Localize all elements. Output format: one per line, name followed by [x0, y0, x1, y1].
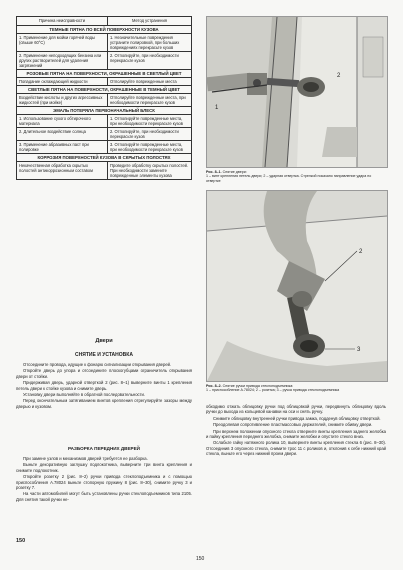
figure-2-photo [206, 190, 388, 382]
paragraph: Отсоедините провода, идущие к фонарю сигнализации открывания дверей. [23, 362, 172, 367]
table-cell-method: 1. Отполируйте поврежденные места, при необходимости перекрасьте кузов [108, 115, 192, 128]
paragraph: Перед окончательным затягиванием винтов крепления отрегулируйте зазоры между дверью и кузовом. [16, 398, 192, 409]
table-section-title: СВЕТЛЫЕ ПЯТНА НА ПОВЕРХНОСТИ, ОКРАШЕННЫЕ В ТЕМНЫЙ ЦВЕТ [17, 86, 192, 94]
paragraph: При замене узлов и механизмов дверей требуется ее разборка. [23, 456, 148, 461]
table-cell-cause: 2. Применение неподходящих бензина или других растворителей для удаления загрязнений [17, 52, 108, 70]
table-section-title: РОЗОВЫЕ ПЯТНА НА ПОВЕРХНОСТИ, ОКРАШЕННЫЕ В СВЕТЛЫЙ ЦВЕТ [17, 70, 192, 78]
table-cell-cause: Воздействие кислоты и других агрессивных жидкостей (при мойке) [17, 94, 108, 107]
paragraph: Преодолевая сопротивление пластмассовых держателей, снимите обивку двери. [213, 422, 373, 428]
table-cell-method: Проведите обработку скрытых полостей. При необходимости замените поврежденные элементы кузова [108, 162, 192, 180]
page-number-bottom: 150 [196, 556, 205, 562]
paragraph: Установку двери выполняйте в обратной последовательности. [23, 392, 146, 398]
right-column-text [206, 404, 386, 458]
figure-1-photo [206, 16, 388, 168]
figure-2-text: 1 – приспособление А.78024; 2 – розетка; 3 – ручка привода стеклоподъемника [206, 388, 340, 393]
svg-text:3: 3 [357, 347, 361, 353]
paragraph: Выньте декоративную заглушку подлокотника, выверните три винта крепления и снимите подлокотник. [16, 462, 192, 473]
paragraph: На части автомобилей могут быть установлены ручки стеклоподъемников типа 2105. Для снятия такой ручки не- [16, 491, 192, 502]
paragraph: Откройте розетку 2 (рис. 8–2) ручки привода стеклоподъемника и с помощью приспособления А.78024 выньте стопорную пружину 8 (рис. 8–30), снимите ручку 3 и розетку 7. [16, 474, 192, 491]
paragraph: При верхнем положении опускного стекла отверните винты крепления заднего желобка и пайку крепления переднего желобка, снимите желобки и опустите стекло вниз. [206, 428, 386, 440]
paragraph: Снимите облицовку внутренней ручки привода замка, подденув облицовку отверткой. [213, 415, 381, 421]
figure-1-title: Снятие двери: [222, 170, 247, 174]
table-cell-method: 1. Незначительные повреждения устраните полировкой, при больших повреждениях перекрасьте кузов [108, 34, 192, 52]
table-cell-cause: 2. Длительное воздействие солнца [17, 128, 108, 141]
table-cell-method: 2. Отполируйте, при необходимости перекрасьте кузов [108, 128, 192, 141]
table-section-title: ТЕМНЫЕ ПЯТНА ПО ВСЕЙ ПОВЕРХНОСТИ КУЗОВА [17, 26, 192, 34]
table-section-title: КОРРОЗИЯ ПОВЕРХНОСТЕЙ КУЗОВА В СКРЫТЫХ ПОЛОСТЯХ [17, 154, 192, 162]
table-cell-cause: 1. Использование сухого обтирочного материала [17, 115, 108, 128]
paragraph: обходимо отжать облицовку ручки под облицовкой ручки, передвинуть облицовку вдоль ручки до выхода из кольцевой канавки на оси и снять ручку. [206, 404, 386, 415]
svg-text:2: 2 [337, 73, 341, 79]
figure-2-title: Снятие ручки привода стеклоподъемника: [222, 384, 294, 388]
figure-2-label: Рис. 8–2. [206, 384, 222, 388]
doors-heading: Двери [95, 338, 113, 344]
figure-1-caption [206, 170, 386, 183]
table-cell-method: 2. Отполируйте, при необходимости перекрасьте кузов [108, 52, 192, 70]
paragraph: Придерживая дверь, ударной отверткой 2 (рис. 8–1) выверните винты 1 крепления петель двери к стойке кузова и снимите дверь. [16, 380, 192, 391]
table-cell-cause: Попадание охлаждающей жидкости [17, 78, 108, 86]
removal-heading: СНЯТИЕ И УСТАНОВКА [75, 352, 133, 358]
paragraph: Ослабьте гайку натяжного ролика 10, выверните винты крепления стекла 6 (рис. 8–30). Отсоединив 3 опускного стекла, снимите трос 11 с роликов и, отклонив к себе нижний край стекла, выньте его через нижний проем двери. [206, 440, 386, 457]
paragraph: Откройте дверь до упора и отсоедините плоскогубцами ограничитель открывания двери от стойки. [16, 368, 192, 379]
window-crank-illustration [207, 191, 387, 381]
table-header-method: Метод устранения [108, 17, 192, 26]
table-cell-method: 3. Отполируйте поврежденные места, при необходимости перекрасьте кузов [108, 141, 192, 154]
svg-text:1: 1 [215, 105, 219, 111]
disassembly-heading: РАЗБОРКА ПЕРЕДНИХ ДВЕРЕЙ [67, 446, 140, 451]
table-cell-cause: Некачественная обработка скрытых полостей антикоррозионным составом [17, 162, 108, 180]
table-section-title: ЭМАЛЬ ПОТЕРЯЛА ПЕРВОНАЧАЛЬНЫЙ БЛЕСК [17, 107, 192, 115]
figure-1-label: Рис. 8–1. [206, 170, 222, 174]
table-cell-cause: 1. Применение для мойки горячей воды (свыше 60°C) [17, 34, 108, 52]
table-cell-cause: 3. Применение абразивных паст при полировке [17, 141, 108, 154]
table-header-cause: Причина неисправности [17, 17, 108, 26]
disassembly-text [16, 456, 192, 503]
figure-1-text: 1 – винт крепления петель двери; 2 – ударная отвертка. Стрелкой показано направление удара по отвертке [206, 174, 372, 183]
door-hinge-illustration [207, 17, 387, 167]
troubleshooting-table [16, 16, 192, 180]
removal-text [16, 362, 192, 410]
table-cell-method: Отполируйте поврежденные места, при необходимости перекрасьте кузов [108, 94, 192, 107]
svg-text:2: 2 [359, 249, 363, 255]
figure-2-caption [206, 384, 386, 393]
table-cell-method: Отполируйте поврежденные места [108, 78, 192, 86]
page-number-left: 150 [16, 538, 26, 544]
troubleshooting-table-container [16, 16, 192, 180]
